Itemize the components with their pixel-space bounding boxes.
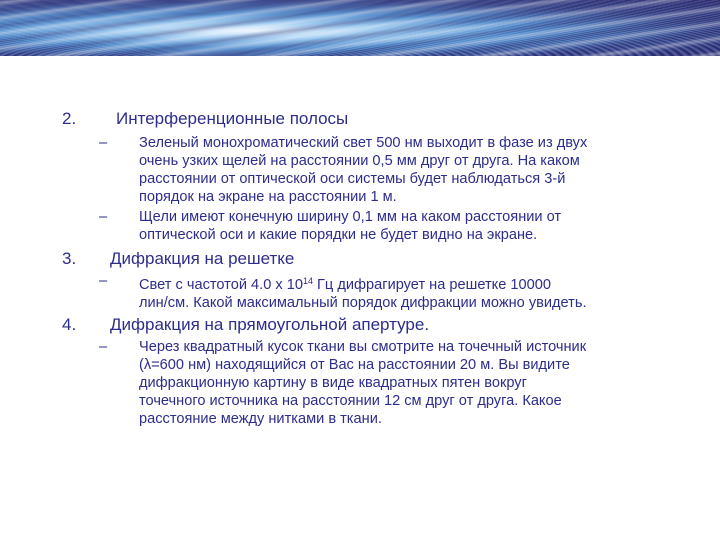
dash-bullet: –	[99, 135, 108, 151]
item-title: Дифракция на прямоугольной апертуре.	[110, 315, 430, 334]
dash-bullet: –	[99, 339, 108, 355]
text-line: Через квадратный кусок ткани вы смотрите на точечный источник	[139, 339, 587, 355]
item-number: 2.	[62, 109, 77, 128]
text-line: очень узких щелей на расстоянии 0,5 мм друг от друга. На каком	[139, 153, 580, 169]
dash-bullet: –	[99, 273, 108, 289]
list-item-3	[0, 248, 720, 272]
text-line: Зеленый монохроматический свет 500 нм выходит в фазе из двух	[139, 135, 588, 151]
text-line	[139, 272, 704, 294]
text-fragment: Гц дифрагирует на решетке 10000	[312, 277, 551, 293]
sub-item	[0, 272, 720, 314]
text-line: дифракционную картину в виде квадратных пятен вокруг	[139, 375, 527, 391]
superscript-exponent: 14	[302, 276, 313, 286]
text-fragment: Свет с частотой 4.0 x 10	[139, 277, 303, 293]
sub-item	[0, 338, 720, 430]
sub-item-text	[139, 208, 704, 244]
list-item-2	[0, 108, 720, 134]
item-number: 4.	[62, 315, 77, 334]
text-line: Щели имеют конечную ширину 0,1 мм на каком расстоянии от	[139, 209, 562, 225]
slide-content	[0, 108, 720, 430]
item-number: 3.	[62, 249, 77, 268]
sub-item	[0, 208, 720, 248]
sub-item-text	[139, 338, 704, 428]
sub-item-text	[139, 134, 704, 206]
text-line: лин/см. Какой максимальный порядок дифракции можно увидеть.	[139, 295, 587, 311]
item-title: Интерференционные полосы	[116, 109, 349, 128]
header-banner	[0, 0, 720, 56]
text-line: (λ=600 нм) находящийся от Вас на расстоянии 20 м. Вы видите	[139, 357, 570, 373]
text-line: оптической оси и какие порядки не будет видно на экране.	[139, 227, 538, 243]
text-line: порядок на экране на расстоянии 1 м.	[139, 189, 397, 205]
sub-item	[0, 134, 720, 208]
dash-bullet: –	[99, 209, 108, 225]
text-line: точечного источника на расстоянии 12 см друг от друга. Какое	[139, 393, 562, 409]
list-item-4	[0, 314, 720, 338]
item-title: Дифракция на решетке	[110, 249, 295, 268]
text-line: расстояние между нитками в ткани.	[139, 411, 382, 427]
sub-item-text	[139, 272, 704, 312]
text-line: расстоянии от оптической оси системы будет наблюдаться 3-й	[139, 171, 566, 187]
